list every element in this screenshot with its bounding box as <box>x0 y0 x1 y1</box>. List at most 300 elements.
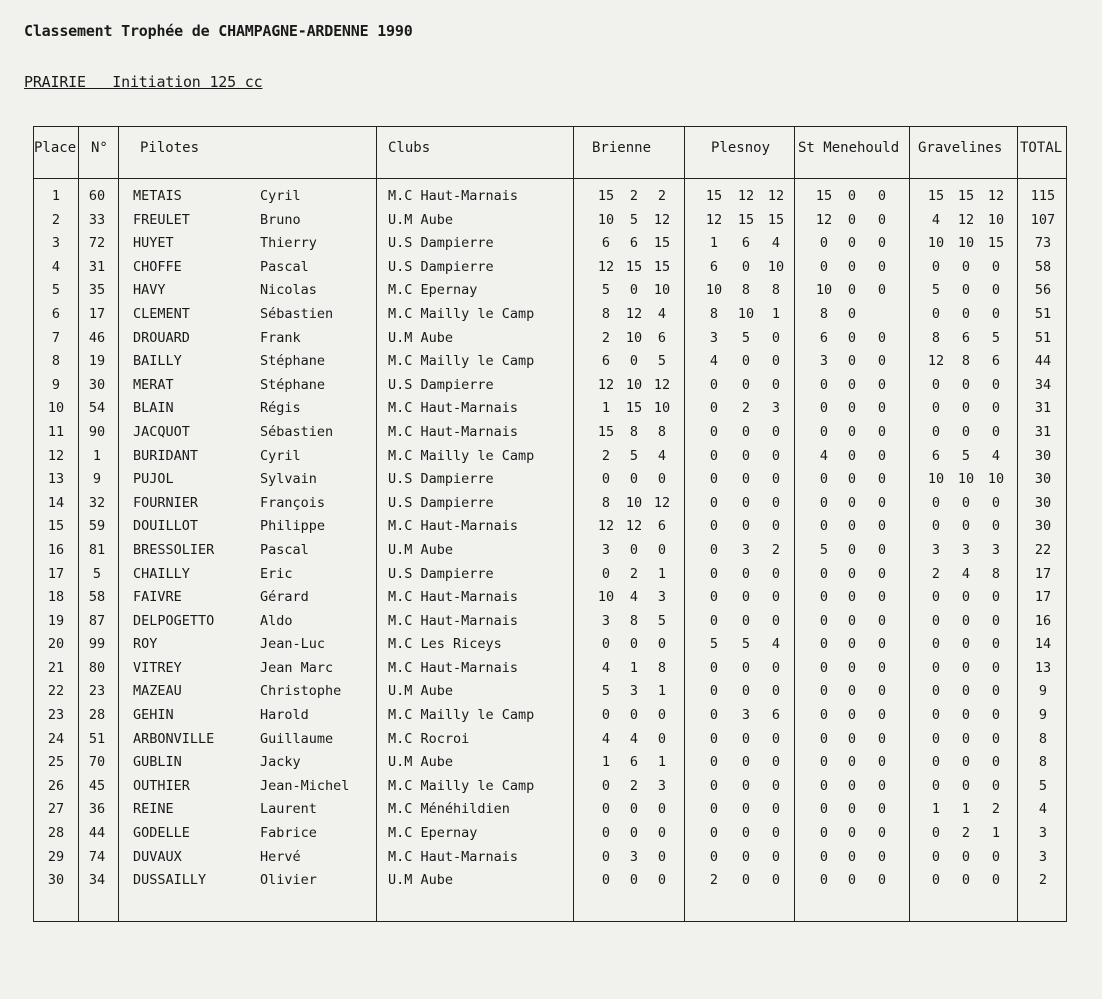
cell-brienne-race-2: 0 <box>629 825 639 842</box>
header-divider <box>34 178 1066 179</box>
cell-brienne-race-3: 4 <box>657 447 667 464</box>
cell-st-menehould-race-2: 0 <box>847 659 857 676</box>
cell-plesnoy-race-3: 0 <box>771 565 781 582</box>
cell-st-menehould-race-1: 5 <box>819 541 829 558</box>
cell-gravelines-race-3: 0 <box>991 423 1001 440</box>
cell-plesnoy-race-2: 3 <box>741 541 751 558</box>
cell-plesnoy-race-2: 0 <box>741 754 751 771</box>
cell-number: 1 <box>92 447 102 464</box>
table-row <box>34 420 1066 444</box>
cell-st-menehould-race-2: 0 <box>847 707 857 724</box>
cell-club: M.C Mailly le Camp <box>388 707 535 724</box>
cell-st-menehould-race-3: 0 <box>877 612 887 629</box>
cell-number: 17 <box>88 305 106 322</box>
cell-first-name: Sébastien <box>260 423 334 440</box>
cell-brienne-race-2: 12 <box>625 305 643 322</box>
cell-last-name: HUYET <box>133 235 174 252</box>
cell-plesnoy-race-1: 0 <box>709 754 719 771</box>
cell-st-menehould-race-1: 4 <box>819 447 829 464</box>
cell-gravelines-race-2: 10 <box>957 235 975 252</box>
cell-gravelines-race-2: 3 <box>961 541 971 558</box>
cell-number: 87 <box>88 612 106 629</box>
cell-gravelines-race-1: 0 <box>931 612 941 629</box>
cell-first-name: Cyril <box>260 447 301 464</box>
cell-brienne-race-2: 0 <box>629 282 639 299</box>
cell-place: 14 <box>47 494 65 511</box>
cell-gravelines-race-1: 3 <box>931 541 941 558</box>
cell-plesnoy-race-2: 15 <box>737 211 755 228</box>
cell-gravelines-race-1: 4 <box>931 211 941 228</box>
cell-gravelines-race-2: 0 <box>961 683 971 700</box>
cell-brienne-race-3: 4 <box>657 305 667 322</box>
cell-club: U.S Dampierre <box>388 258 494 275</box>
cell-st-menehould-race-3: 0 <box>877 471 887 488</box>
cell-brienne-race-3: 10 <box>653 400 671 417</box>
cell-brienne-race-3: 3 <box>657 777 667 794</box>
cell-plesnoy-race-3: 0 <box>771 801 781 818</box>
cell-brienne-race-1: 2 <box>601 329 611 346</box>
cell-club: M.C Les Riceys <box>388 636 502 653</box>
cell-first-name: François <box>260 494 326 511</box>
cell-brienne-race-2: 0 <box>629 471 639 488</box>
cell-gravelines-race-3: 3 <box>991 541 1001 558</box>
cell-club: M.C Haut-Marnais <box>388 188 519 204</box>
cell-plesnoy-race-1: 0 <box>709 447 719 464</box>
cell-st-menehould-race-2: 0 <box>847 211 857 228</box>
cell-first-name: Bruno <box>260 211 301 228</box>
cell-st-menehould-race-3: 0 <box>877 235 887 252</box>
cell-st-menehould-race-1: 0 <box>819 659 829 676</box>
cell-brienne-race-3: 6 <box>657 518 667 535</box>
cell-plesnoy-race-1: 0 <box>709 589 719 606</box>
cell-brienne-race-3: 3 <box>657 589 667 606</box>
cell-gravelines-race-1: 0 <box>931 400 941 417</box>
cell-st-menehould-race-2: 0 <box>847 376 857 393</box>
cell-gravelines-race-1: 0 <box>931 518 941 535</box>
cell-last-name: DELPOGETTO <box>133 612 215 629</box>
cell-number: 80 <box>88 659 106 676</box>
cell-last-name: GEHIN <box>133 707 174 724</box>
cell-plesnoy-race-3: 0 <box>771 825 781 842</box>
cell-gravelines-race-1: 0 <box>931 659 941 676</box>
cell-brienne-race-3: 12 <box>653 494 671 511</box>
cell-st-menehould-race-2: 0 <box>847 494 857 511</box>
cell-plesnoy-race-1: 2 <box>709 872 719 889</box>
cell-brienne-race-3: 0 <box>657 825 667 842</box>
cell-place: 1 <box>51 188 61 204</box>
cell-st-menehould-race-1: 0 <box>819 565 829 582</box>
cell-st-menehould-race-3: 0 <box>877 754 887 771</box>
cell-club: M.C Mailly le Camp <box>388 305 535 322</box>
cell-brienne-race-2: 2 <box>629 777 639 794</box>
cell-gravelines-race-3: 10 <box>987 211 1005 228</box>
cell-gravelines-race-3: 0 <box>991 683 1001 700</box>
cell-gravelines-race-3: 0 <box>991 730 1001 747</box>
cell-st-menehould-race-3: 0 <box>877 211 887 228</box>
cell-total: 2 <box>1038 872 1048 889</box>
cell-gravelines-race-1: 12 <box>927 353 945 370</box>
cell-place: 17 <box>47 565 65 582</box>
cell-place: 15 <box>47 518 65 535</box>
cell-st-menehould-race-2: 0 <box>847 188 857 204</box>
cell-club: U.M Aube <box>388 329 454 346</box>
cell-st-menehould-race-3: 0 <box>877 872 887 889</box>
cell-plesnoy-race-1: 0 <box>709 612 719 629</box>
cell-brienne-race-2: 4 <box>629 730 639 747</box>
cell-plesnoy-race-3: 6 <box>771 707 781 724</box>
cell-gravelines-race-2: 0 <box>961 707 971 724</box>
cell-plesnoy-race-1: 0 <box>709 683 719 700</box>
cell-brienne-race-3: 5 <box>657 612 667 629</box>
cell-place: 10 <box>47 400 65 417</box>
table-row <box>34 821 1066 845</box>
cell-club: U.M Aube <box>388 541 454 558</box>
cell-club: M.C Haut-Marnais <box>388 848 519 865</box>
cell-gravelines-race-2: 0 <box>961 636 971 653</box>
cell-st-menehould-race-1: 0 <box>819 518 829 535</box>
cell-gravelines-race-2: 0 <box>961 376 971 393</box>
cell-gravelines-race-1: 5 <box>931 282 941 299</box>
cell-club: U.S Dampierre <box>388 235 494 252</box>
cell-st-menehould-race-3: 0 <box>877 258 887 275</box>
cell-gravelines-race-2: 0 <box>961 730 971 747</box>
cell-gravelines-race-1: 0 <box>931 589 941 606</box>
cell-plesnoy-race-3: 3 <box>771 400 781 417</box>
cell-st-menehould-race-3: 0 <box>877 376 887 393</box>
cell-total: 51 <box>1034 329 1052 346</box>
cell-gravelines-race-2: 8 <box>961 353 971 370</box>
cell-gravelines-race-3: 0 <box>991 282 1001 299</box>
cell-club: M.C Haut-Marnais <box>388 659 519 676</box>
table-row <box>34 349 1066 373</box>
cell-last-name: ROY <box>133 636 158 653</box>
cell-brienne-race-2: 0 <box>629 636 639 653</box>
cell-plesnoy-race-3: 0 <box>771 329 781 346</box>
cell-st-menehould-race-2: 0 <box>847 423 857 440</box>
cell-gravelines-race-2: 6 <box>961 329 971 346</box>
cell-last-name: BRESSOLIER <box>133 541 215 558</box>
header-total: TOTAL <box>1020 140 1063 156</box>
cell-number: 54 <box>88 400 106 417</box>
table-row <box>34 774 1066 798</box>
table-row <box>34 727 1066 751</box>
table-row <box>34 514 1066 538</box>
cell-plesnoy-race-2: 0 <box>741 612 751 629</box>
cell-gravelines-race-1: 6 <box>931 447 941 464</box>
cell-club: U.M Aube <box>388 211 454 228</box>
cell-plesnoy-race-2: 0 <box>741 423 751 440</box>
table-row <box>34 750 1066 774</box>
cell-club: U.S Dampierre <box>388 565 494 582</box>
cell-total: 9 <box>1038 683 1048 700</box>
cell-st-menehould-race-2: 0 <box>847 730 857 747</box>
cell-st-menehould-race-1: 0 <box>819 423 829 440</box>
cell-gravelines-race-1: 2 <box>931 565 941 582</box>
cell-brienne-race-3: 2 <box>657 188 667 204</box>
cell-st-menehould-race-1: 0 <box>819 235 829 252</box>
cell-gravelines-race-3: 1 <box>991 825 1001 842</box>
cell-plesnoy-race-1: 0 <box>709 518 719 535</box>
cell-plesnoy-race-1: 4 <box>709 353 719 370</box>
cell-place: 26 <box>47 777 65 794</box>
cell-brienne-race-2: 2 <box>629 565 639 582</box>
cell-gravelines-race-1: 0 <box>931 494 941 511</box>
cell-st-menehould-race-3: 0 <box>877 565 887 582</box>
cell-st-menehould-race-1: 0 <box>819 730 829 747</box>
cell-first-name: Eric <box>260 565 293 582</box>
cell-total: 51 <box>1034 305 1052 322</box>
cell-gravelines-race-3: 0 <box>991 777 1001 794</box>
cell-first-name: Régis <box>260 400 301 417</box>
cell-plesnoy-race-3: 0 <box>771 376 781 393</box>
cell-st-menehould-race-2: 0 <box>847 400 857 417</box>
cell-last-name: MERAT <box>133 376 174 393</box>
cell-plesnoy-race-3: 0 <box>771 494 781 511</box>
cell-st-menehould-race-2: 0 <box>847 329 857 346</box>
cell-number: 34 <box>88 872 106 889</box>
cell-brienne-race-2: 3 <box>629 848 639 865</box>
cell-gravelines-race-3: 0 <box>991 872 1001 889</box>
cell-plesnoy-race-1: 0 <box>709 400 719 417</box>
cell-st-menehould-race-1: 0 <box>819 848 829 865</box>
cell-brienne-race-3: 0 <box>657 471 667 488</box>
cell-brienne-race-1: 0 <box>601 565 611 582</box>
cell-club: M.C Haut-Marnais <box>388 423 519 440</box>
cell-brienne-race-1: 10 <box>597 589 615 606</box>
cell-number: 60 <box>88 188 106 204</box>
cell-brienne-race-1: 4 <box>601 730 611 747</box>
cell-last-name: JACQUOT <box>133 423 190 440</box>
cell-brienne-race-2: 10 <box>625 329 643 346</box>
cell-gravelines-race-2: 0 <box>961 494 971 511</box>
cell-st-menehould-race-1: 12 <box>815 211 833 228</box>
cell-place: 25 <box>47 754 65 771</box>
header-st-menehould: St Menehould <box>798 140 900 156</box>
cell-plesnoy-race-3: 0 <box>771 659 781 676</box>
cell-st-menehould-race-2: 0 <box>847 872 857 889</box>
cell-club: U.S Dampierre <box>388 471 494 488</box>
cell-plesnoy-race-1: 0 <box>709 565 719 582</box>
cell-last-name: GUBLIN <box>133 754 182 771</box>
cell-total: 9 <box>1038 707 1048 724</box>
cell-brienne-race-1: 1 <box>601 754 611 771</box>
cell-st-menehould-race-1: 0 <box>819 400 829 417</box>
header-brienne: Brienne <box>592 140 652 156</box>
header-number: N° <box>91 140 108 156</box>
cell-st-menehould-race-1: 0 <box>819 777 829 794</box>
cell-total: 3 <box>1038 848 1048 865</box>
cell-st-menehould-race-2: 0 <box>847 447 857 464</box>
cell-st-menehould-race-3: 0 <box>877 801 887 818</box>
cell-last-name: VITREY <box>133 659 182 676</box>
table-row <box>34 278 1066 302</box>
cell-plesnoy-race-2: 0 <box>741 258 751 275</box>
cell-first-name: Stéphane <box>260 353 326 370</box>
cell-st-menehould-race-1: 0 <box>819 636 829 653</box>
cell-st-menehould-race-2: 0 <box>847 754 857 771</box>
table-row <box>34 679 1066 703</box>
cell-plesnoy-race-1: 15 <box>705 188 723 204</box>
cell-number: 72 <box>88 235 106 252</box>
cell-gravelines-race-1: 0 <box>931 777 941 794</box>
cell-gravelines-race-2: 0 <box>961 612 971 629</box>
cell-last-name: CHOFFE <box>133 258 182 275</box>
cell-first-name: Philippe <box>260 518 326 535</box>
cell-club: M.C Haut-Marnais <box>388 612 519 629</box>
cell-brienne-race-3: 0 <box>657 707 667 724</box>
cell-brienne-race-1: 4 <box>601 659 611 676</box>
cell-gravelines-race-2: 5 <box>961 447 971 464</box>
cell-st-menehould-race-1: 10 <box>815 282 833 299</box>
cell-club: M.C Mailly le Camp <box>388 777 535 794</box>
cell-brienne-race-2: 5 <box>629 447 639 464</box>
cell-number: 5 <box>92 565 102 582</box>
cell-plesnoy-race-3: 0 <box>771 353 781 370</box>
cell-plesnoy-race-3: 0 <box>771 730 781 747</box>
cell-gravelines-race-3: 0 <box>991 754 1001 771</box>
cell-plesnoy-race-3: 4 <box>771 235 781 252</box>
cell-brienne-race-2: 8 <box>629 612 639 629</box>
cell-place: 29 <box>47 848 65 865</box>
cell-plesnoy-race-3: 0 <box>771 518 781 535</box>
cell-last-name: CHAILLY <box>133 565 190 582</box>
cell-gravelines-race-3: 0 <box>991 518 1001 535</box>
cell-brienne-race-3: 0 <box>657 541 667 558</box>
header-clubs: Clubs <box>388 140 431 156</box>
cell-st-menehould-race-2: 0 <box>847 541 857 558</box>
table-row <box>34 656 1066 680</box>
table-row <box>34 703 1066 727</box>
cell-plesnoy-race-2: 0 <box>741 518 751 535</box>
cell-last-name: DOUILLOT <box>133 518 199 535</box>
cell-first-name: Cyril <box>260 188 301 204</box>
cell-plesnoy-race-2: 0 <box>741 565 751 582</box>
cell-brienne-race-3: 12 <box>653 376 671 393</box>
cell-gravelines-race-3: 0 <box>991 376 1001 393</box>
cell-first-name: Guillaume <box>260 730 334 747</box>
cell-brienne-race-3: 5 <box>657 353 667 370</box>
cell-st-menehould-race-2: 0 <box>847 589 857 606</box>
cell-gravelines-race-2: 0 <box>961 754 971 771</box>
cell-total: 30 <box>1034 447 1052 464</box>
table-row <box>34 373 1066 397</box>
cell-plesnoy-race-3: 0 <box>771 872 781 889</box>
cell-brienne-race-2: 4 <box>629 589 639 606</box>
cell-total: 8 <box>1038 754 1048 771</box>
cell-gravelines-race-1: 8 <box>931 329 941 346</box>
cell-brienne-race-1: 15 <box>597 423 615 440</box>
cell-gravelines-race-3: 0 <box>991 305 1001 322</box>
cell-gravelines-race-3: 0 <box>991 848 1001 865</box>
cell-club: M.C Haut-Marnais <box>388 518 519 535</box>
cell-gravelines-race-3: 0 <box>991 659 1001 676</box>
cell-total: 30 <box>1034 471 1052 488</box>
cell-place: 7 <box>51 329 61 346</box>
header-pilotes: Pilotes <box>140 140 200 156</box>
cell-brienne-race-1: 12 <box>597 518 615 535</box>
cell-brienne-race-1: 8 <box>601 494 611 511</box>
cell-club: U.M Aube <box>388 683 454 700</box>
cell-brienne-race-2: 15 <box>625 400 643 417</box>
cell-brienne-race-1: 0 <box>601 825 611 842</box>
cell-st-menehould-race-2: 0 <box>847 612 857 629</box>
cell-st-menehould-race-2: 0 <box>847 258 857 275</box>
cell-st-menehould-race-1: 0 <box>819 376 829 393</box>
cell-st-menehould-race-2: 0 <box>847 848 857 865</box>
cell-st-menehould-race-1: 0 <box>819 471 829 488</box>
cell-last-name: OUTHIER <box>133 777 190 794</box>
cell-plesnoy-race-2: 10 <box>737 305 755 322</box>
cell-club: M.C Epernay <box>388 282 478 299</box>
cell-plesnoy-race-2: 0 <box>741 471 751 488</box>
cell-plesnoy-race-2: 0 <box>741 494 751 511</box>
cell-last-name: FOURNIER <box>133 494 199 511</box>
cell-plesnoy-race-2: 3 <box>741 707 751 724</box>
cell-gravelines-race-2: 12 <box>957 211 975 228</box>
cell-gravelines-race-1: 0 <box>931 683 941 700</box>
cell-gravelines-race-2: 0 <box>961 400 971 417</box>
cell-number: 74 <box>88 848 106 865</box>
cell-plesnoy-race-2: 0 <box>741 825 751 842</box>
cell-plesnoy-race-2: 0 <box>741 376 751 393</box>
table-row <box>34 585 1066 609</box>
cell-number: 35 <box>88 282 106 299</box>
cell-st-menehould-race-2: 0 <box>847 636 857 653</box>
cell-gravelines-race-1: 0 <box>931 305 941 322</box>
cell-gravelines-race-3: 0 <box>991 636 1001 653</box>
cell-first-name: Fabrice <box>260 825 317 842</box>
cell-plesnoy-race-3: 0 <box>771 683 781 700</box>
cell-st-menehould-race-1: 0 <box>819 683 829 700</box>
cell-brienne-race-2: 6 <box>629 235 639 252</box>
cell-total: 34 <box>1034 376 1052 393</box>
cell-gravelines-race-2: 0 <box>961 423 971 440</box>
cell-st-menehould-race-3: 0 <box>877 518 887 535</box>
cell-first-name: Christophe <box>260 683 342 700</box>
cell-gravelines-race-2: 0 <box>961 589 971 606</box>
cell-plesnoy-race-2: 0 <box>741 801 751 818</box>
cell-plesnoy-race-3: 0 <box>771 848 781 865</box>
cell-place: 9 <box>51 376 61 393</box>
table-row <box>34 467 1066 491</box>
cell-club: M.C Mailly le Camp <box>388 353 535 370</box>
cell-plesnoy-race-1: 8 <box>709 305 719 322</box>
cell-total: 30 <box>1034 494 1052 511</box>
cell-place: 19 <box>47 612 65 629</box>
cell-gravelines-race-1: 1 <box>931 801 941 818</box>
cell-gravelines-race-2: 0 <box>961 518 971 535</box>
cell-gravelines-race-1: 0 <box>931 423 941 440</box>
cell-plesnoy-race-3: 12 <box>767 188 785 204</box>
table-row <box>34 255 1066 279</box>
cell-plesnoy-race-1: 0 <box>709 423 719 440</box>
cell-st-menehould-race-1: 8 <box>819 305 829 322</box>
cell-st-menehould-race-1: 0 <box>819 494 829 511</box>
cell-plesnoy-race-1: 0 <box>709 376 719 393</box>
cell-plesnoy-race-3: 1 <box>771 305 781 322</box>
cell-first-name: Sébastien <box>260 305 334 322</box>
cell-brienne-race-3: 1 <box>657 683 667 700</box>
cell-st-menehould-race-3: 0 <box>877 353 887 370</box>
cell-gravelines-race-3: 0 <box>991 258 1001 275</box>
cell-plesnoy-race-2: 0 <box>741 659 751 676</box>
cell-first-name: Aldo <box>260 612 293 629</box>
cell-brienne-race-2: 12 <box>625 518 643 535</box>
table-row <box>34 562 1066 586</box>
cell-gravelines-race-1: 0 <box>931 872 941 889</box>
cell-brienne-race-3: 0 <box>657 872 667 889</box>
cell-place: 30 <box>47 872 65 889</box>
